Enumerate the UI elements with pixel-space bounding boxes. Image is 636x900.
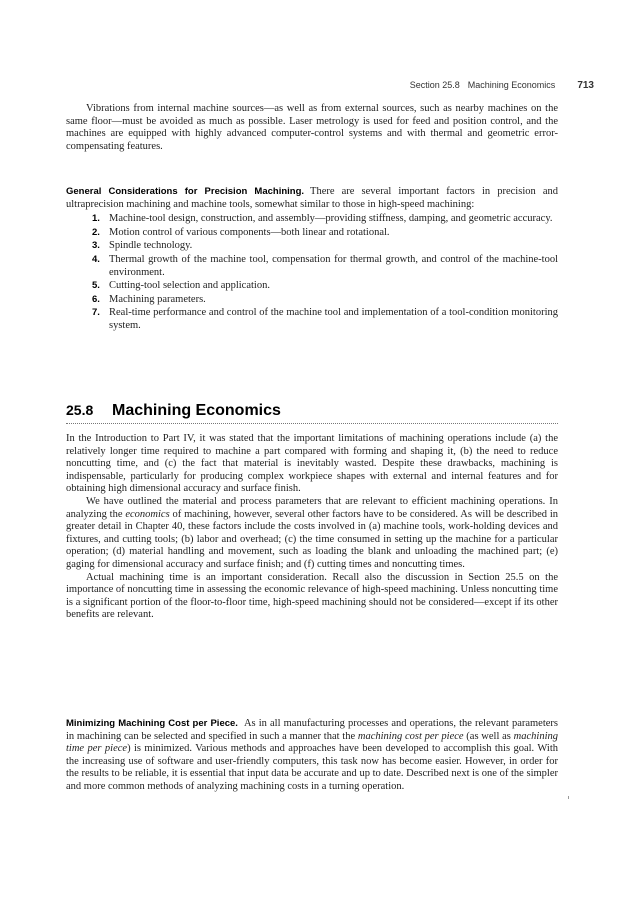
general-considerations-heading: General Considerations for Precision Machining.: [66, 186, 305, 197]
list-item-text: Machining parameters.: [109, 293, 206, 305]
list-item-text: Machine-tool design, construction, and assembly—providing stiffness, damping, and geometric accuracy.: [109, 213, 553, 225]
list-item-number: 7.: [92, 307, 100, 319]
list-item-text: Motion control of various components—both linear and rotational.: [109, 226, 390, 238]
list-item: [92, 280, 558, 293]
emphasis-economics: economics: [125, 508, 170, 520]
section-reference: Section 25.8: [409, 80, 460, 90]
section-heading: [66, 402, 558, 424]
emphasis-machining-cost-per-piece: machining cost per piece: [357, 730, 464, 742]
considerations-list: [66, 213, 558, 332]
list-item-number: 6.: [92, 293, 100, 305]
minimizing-cost-paragraph: [66, 718, 558, 794]
list-item-number: 3.: [92, 240, 100, 252]
list-item-text: Cutting-tool selection and application.: [109, 280, 270, 292]
list-item: [92, 294, 558, 307]
minimizing-text-2: (as well as: [463, 730, 514, 742]
list-item-number: 2.: [92, 226, 100, 238]
economics-paragraph-2-lead: We have outlined the material and process parameters that are relevant to efficient machining operations. In analyzing the: [66, 495, 558, 520]
section-title: Machining Economics: [112, 402, 281, 419]
economics-paragraph-2: [66, 496, 558, 572]
intro-block: [66, 103, 558, 153]
list-item-number: 5.: [92, 280, 100, 292]
economics-paragraph-1: In the Introduction to Part IV, it was stated that the important limitations of machining operations include (a) the relatively longer time required to machine a part compared with forming and shaping it, (b) the need to reduce noncutting time, and (c) the fact that material is inevitably wasted. Despite these drawbacks, machining is indispensable, particularly for producing complex workpiece shapes with external and internal features and for obtaining high dimensional accuracy and surface finish.: [66, 433, 558, 495]
list-item-number: 1.: [92, 213, 100, 225]
list-item: [92, 254, 558, 279]
economics-paragraph-2-rest: of machining, however, several other factors have to be considered. As will be described in greater detail in Chapter 40, these factors include the costs involved in (a) machine tools, work-holding devices and fixtures, and cutting tools; (b) labor and overhead; (c) the time consumed in setting up the machine for a particular operation; (d) material handling and movement, such as loading the blank and unloading the machined part; (e) gaging for dimensional accuracy and surface finish; and (f) cutting times and noncutting times.: [66, 508, 558, 570]
page-number: 713: [577, 80, 594, 91]
list-item-text: Thermal growth of the machine tool, compensation for thermal growth, and control of the machine-tool environment.: [109, 253, 558, 278]
intro-paragraph: Vibrations from internal machine sources—as well as from external sources, such as nearby machines on the same floor—must be avoided as much as possible. Laser metrology is used for feed and position control, and the machines are equipped with highly advanced computer-control systems and with thermal and geometric error-compensating features.: [66, 103, 558, 152]
scan-mark: [568, 796, 569, 799]
general-considerations-block: [66, 186, 558, 334]
list-item-number: 4.: [92, 253, 100, 265]
list-item: [92, 227, 558, 240]
economics-paragraph-3: Actual machining time is an important consideration. Recall also the discussion in Section 25.5 on the importance of noncutting time in assessing the economic relevance of high-speed machining. Unless noncutting time is a significant portion of the floor-to-floor time, high-speed machining should not be considered—except if its other benefits are relevant.: [66, 571, 558, 621]
general-considerations-paragraph: [66, 186, 558, 211]
list-item-text: Real-time performance and control of the machine tool and implementation of a tool-condition monitoring system.: [109, 307, 558, 331]
economics-block: [66, 433, 558, 622]
section-number: 25.8: [66, 402, 94, 418]
running-title: Machining Economics: [467, 80, 556, 90]
running-head: [410, 80, 594, 91]
list-item: [92, 213, 558, 226]
minimizing-cost-heading: Minimizing Machining Cost per Piece.: [66, 718, 238, 729]
emphasis-machining-time-per-piece: machining time per piece: [66, 730, 558, 755]
list-item: [92, 307, 558, 332]
minimizing-cost-block: [66, 718, 558, 794]
general-considerations-text: There are several important factors in precision and ultraprecision machining and machine tools, somewhat similar to those in high-speed machining:: [66, 186, 558, 210]
minimizing-text-1: As in all manufacturing processes and operations, the relevant parameters in machining can be selected and specified in such a manner that the: [66, 718, 558, 742]
list-item-text: Spindle technology.: [109, 240, 193, 252]
minimizing-text-3: ) is minimized. Various methods and approaches have been developed to accomplish this goal. With the increasing use of software and user-friendly computers, this task now has become easier. However, in order for the results to be reliable, it is essential that input data be accurate and up to date. Described next is one of the simpler and more common methods of analyzing machining costs in a turning operation.: [66, 743, 558, 792]
list-item: [92, 240, 558, 253]
